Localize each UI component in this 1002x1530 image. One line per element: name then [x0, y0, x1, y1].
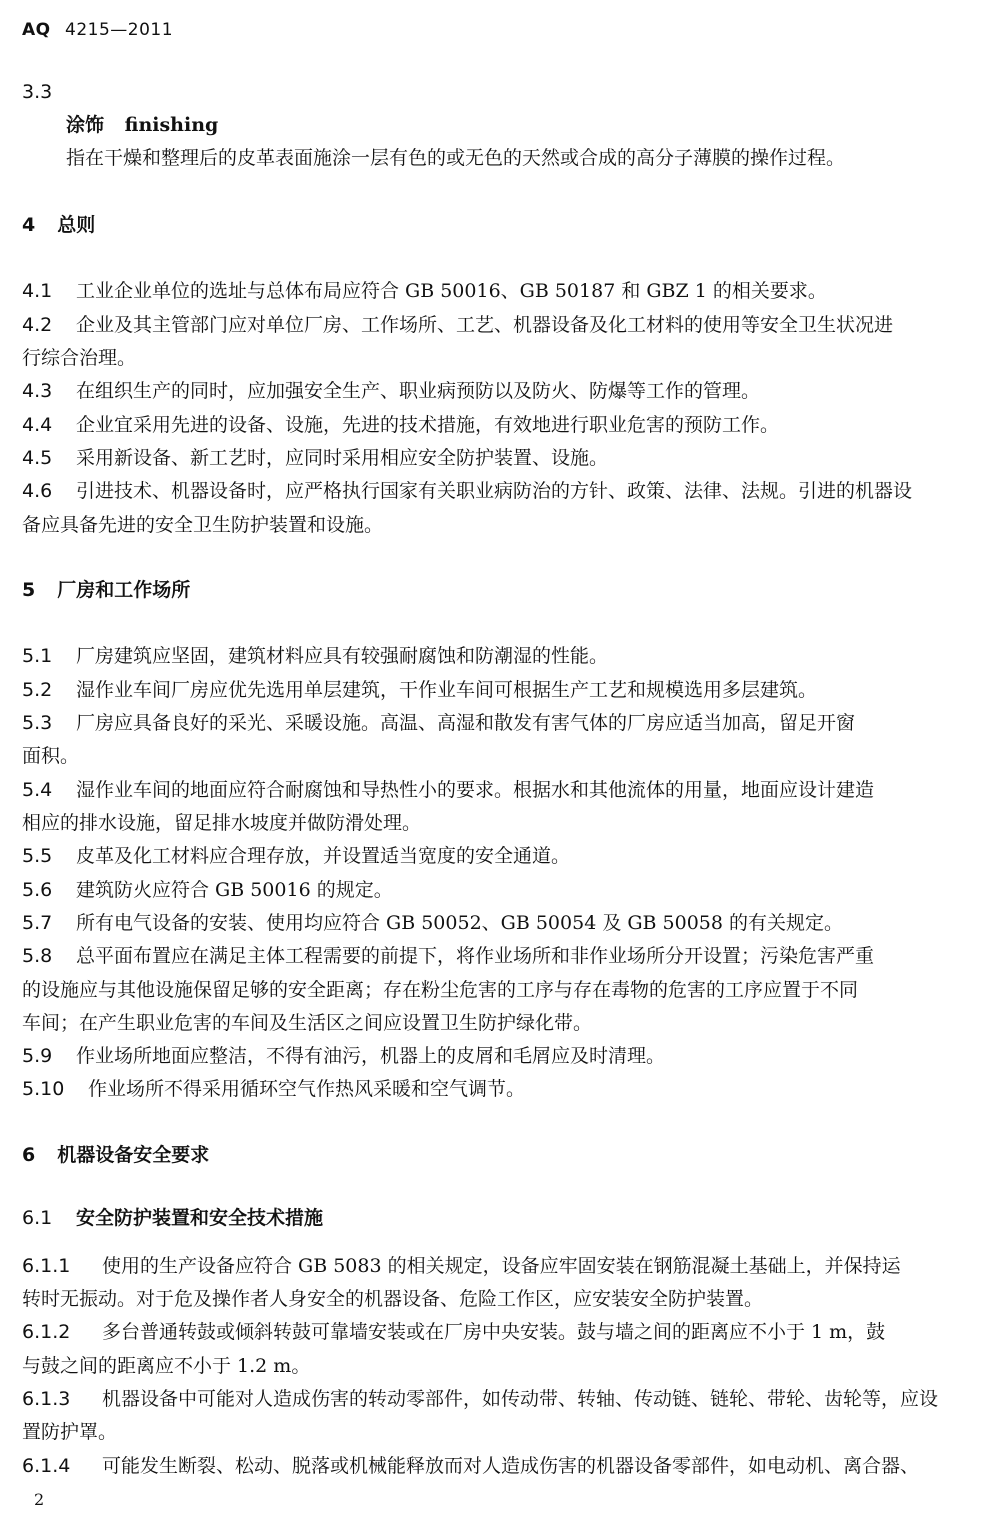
clause-5-7: 5.7 所有电气设备的安装、使用均应符合 GB 50052、GB 50054 及 GB 50058 的有关规定。	[22, 912, 844, 934]
standard-number: 4215—2011	[65, 20, 174, 40]
clause-5-4-continued: 相应的排水设施，留足排水坡度并做防滑处理。	[22, 812, 422, 834]
clause-4-2: 4.2 企业及其主管部门应对单位厂房、工作场所、工艺、机器设备及化工材料的使用等安全卫生状况进	[22, 314, 894, 336]
term-definition: 指在干燥和整理后的皮革表面施涂一层有色的或无色的天然或合成的高分子薄膜的操作过程。	[66, 147, 846, 169]
section-5-heading: 5 厂房和工作场所	[22, 579, 191, 601]
clause-5-5: 5.5 皮革及化工材料应合理存放，并设置适当宽度的安全通道。	[22, 845, 571, 867]
clause-5-2: 5.2 湿作业车间厂房应优先选用单层建筑，干作业车间可根据生产工艺和规模选用多层建筑。	[22, 679, 818, 701]
section-6-heading: 6 机器设备安全要求	[22, 1144, 210, 1166]
clause-4-6-continued: 备应具备先进的安全卫生防护装置和设施。	[22, 514, 384, 536]
clause-6-1-4: 6.1.4 可能发生断裂、松动、脱落或机械能释放而对人造成伤害的机器设备零部件，如电动机、离合器、	[22, 1455, 920, 1477]
section-4-heading: 4 总则	[22, 214, 96, 236]
subsection-6-1-heading: 6.1 安全防护装置和安全技术措施	[22, 1207, 324, 1229]
standard-prefix: AQ	[22, 20, 51, 40]
clause-3-3-number: 3.3	[22, 81, 53, 103]
page-number: 2	[34, 1490, 45, 1509]
term-chinese: 涂饰	[66, 114, 105, 136]
clause-5-3-continued: 面积。	[22, 745, 80, 767]
standard-code-header	[22, 20, 173, 40]
clause-4-6: 4.6 引进技术、机器设备时，应严格执行国家有关职业病防治的方针、政策、法律、法规。引进的机器设	[22, 480, 913, 502]
clause-5-4: 5.4 湿作业车间的地面应符合耐腐蚀和导热性小的要求。根据水和其他流体的用量，地面应设计建造	[22, 779, 875, 801]
clause-5-6: 5.6 建筑防火应符合 GB 50016 的规定。	[22, 879, 393, 901]
clause-6-1-2-continued: 与鼓之间的距离应不小于 1.2 m。	[22, 1355, 311, 1377]
clause-5-9: 5.9 作业场所地面应整洁，不得有油污，机器上的皮屑和毛屑应及时清理。	[22, 1045, 666, 1067]
clause-5-8-continued-2: 车间；在产生职业危害的车间及生活区之间应设置卫生防护绿化带。	[22, 1012, 593, 1034]
term-heading	[66, 113, 218, 137]
clause-5-10: 5.10 作业场所不得采用循环空气作热风采暖和空气调节。	[22, 1078, 526, 1100]
clause-6-1-1-continued: 转时无振动。对于危及操作者人身安全的机器设备、危险工作区，应安装安全防护装置。	[22, 1288, 764, 1310]
clause-4-3: 4.3 在组织生产的同时，应加强安全生产、职业病预防以及防火、防爆等工作的管理。	[22, 380, 761, 402]
clause-5-3: 5.3 厂房应具备良好的采光、采暖设施。高温、高湿和散发有害气体的厂房应适当加高，留足开窗	[22, 712, 856, 734]
clause-5-1: 5.1 厂房建筑应坚固，建筑材料应具有较强耐腐蚀和防潮湿的性能。	[22, 645, 609, 667]
clause-5-8: 5.8 总平面布置应在满足主体工程需要的前提下，将作业场所和非作业场所分开设置；污染危害严重	[22, 945, 875, 967]
clause-6-1-3: 6.1.3 机器设备中可能对人造成伤害的转动零部件，如传动带、转轴、传动链、链轮、带轮、齿轮等，应设	[22, 1388, 939, 1410]
clause-4-4: 4.4 企业宜采用先进的设备、设施，先进的技术措施，有效地进行职业危害的预防工作。	[22, 414, 780, 436]
clause-4-1: 4.1 工业企业单位的选址与总体布局应符合 GB 50016、GB 50187 和 GBZ 1 的相关要求。	[22, 280, 827, 302]
clause-4-2-continued: 行综合治理。	[22, 347, 137, 369]
clause-6-1-3-continued: 置防护罩。	[22, 1421, 118, 1443]
term-english: finishing	[124, 114, 219, 136]
clause-5-8-continued: 的设施应与其他设施保留足够的安全距离；存在粉尘危害的工序与存在毒物的危害的工序应置于不同	[22, 979, 859, 1001]
clause-6-1-1: 6.1.1 使用的生产设备应符合 GB 5083 的相关规定，设备应牢固安装在钢筋混凝土基础上，并保持运	[22, 1255, 901, 1277]
clause-4-5: 4.5 采用新设备、新工艺时，应同时采用相应安全防护装置、设施。	[22, 447, 609, 469]
clause-6-1-2: 6.1.2 多台普通转鼓或倾斜转鼓可靠墙安装或在厂房中央安装。鼓与墙之间的距离应不小于 1 m，鼓	[22, 1321, 886, 1343]
